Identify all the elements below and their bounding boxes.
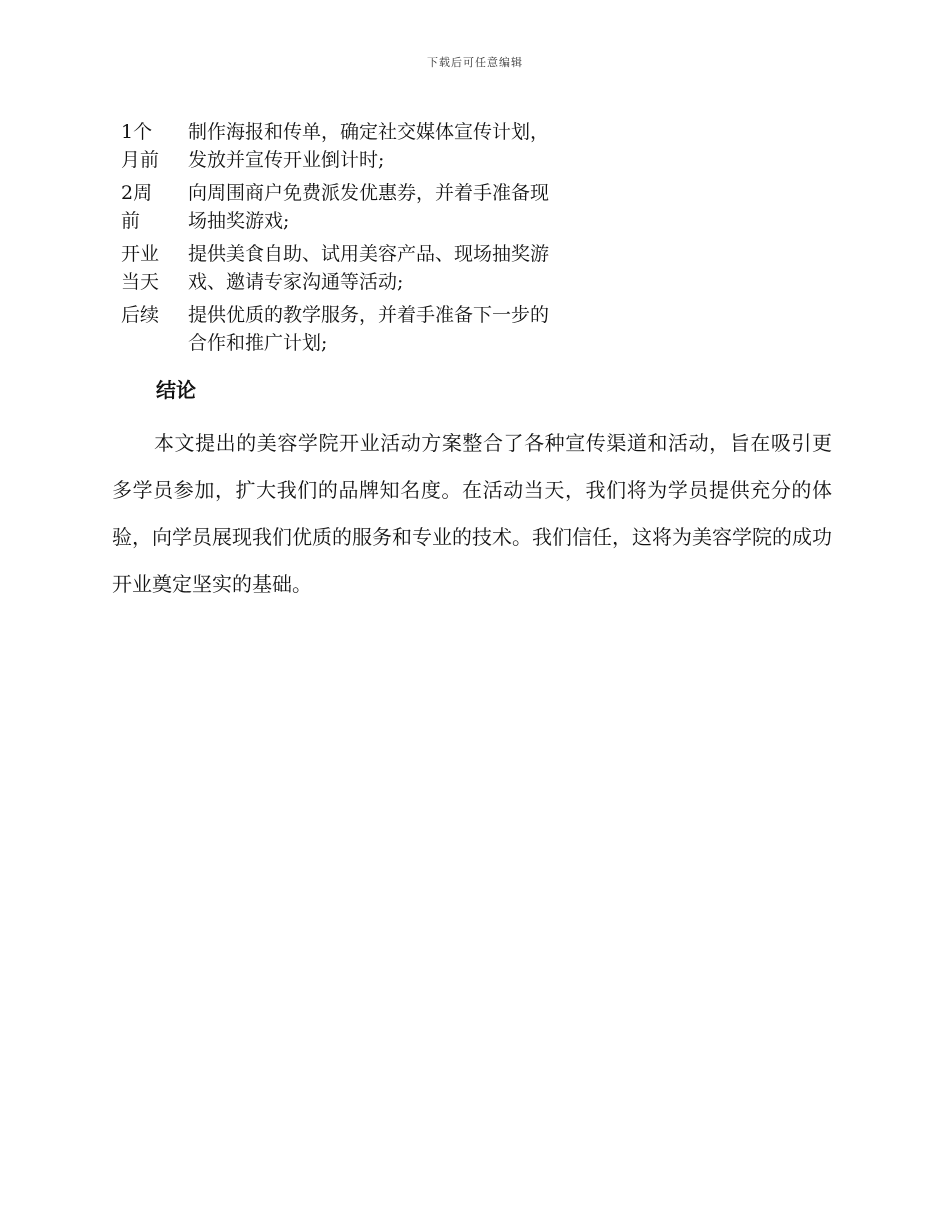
page-header: 下载后可任意编辑 xyxy=(427,56,523,69)
schedule-activity-cell: 提供美食自助、试用美容产品、现场抽奖游戏、邀请专家沟通等活动; xyxy=(188,243,550,293)
schedule-activity-cell: 制作海报和传单，确定社交媒体宣传计划，发放并宣传开业倒计时; xyxy=(188,121,550,171)
schedule-row xyxy=(118,240,568,296)
schedule-activity-cell: 向周围商户免费派发优惠券，并着手准备现场抽奖游戏; xyxy=(188,182,550,232)
schedule-row xyxy=(118,118,568,174)
schedule-time-cell: 开业当天 xyxy=(121,243,160,293)
conclusion-heading: 结论 xyxy=(156,378,196,402)
schedule-time-cell: 2周前 xyxy=(121,182,153,232)
schedule-row xyxy=(118,301,568,357)
schedule-time-cell: 后续 xyxy=(121,304,160,326)
schedule-activity-cell: 提供优质的教学服务，并着手准备下一步的合作和推广计划; xyxy=(188,304,550,354)
schedule-row xyxy=(118,179,568,235)
schedule-table xyxy=(118,118,568,362)
schedule-time-cell: 1个月前 xyxy=(121,121,160,171)
conclusion-paragraph: 本文提出的美容学院开业活动方案整合了各种宣传渠道和活动，旨在吸引更多学员参加，扩大我们的品牌知名度。在活动当天，我们将为学员提供充分的体验，向学员展现我们优质的服务和专业的技术。我们信任，这将为美容学院的成功开业奠定坚实的基础。 xyxy=(112,431,832,596)
